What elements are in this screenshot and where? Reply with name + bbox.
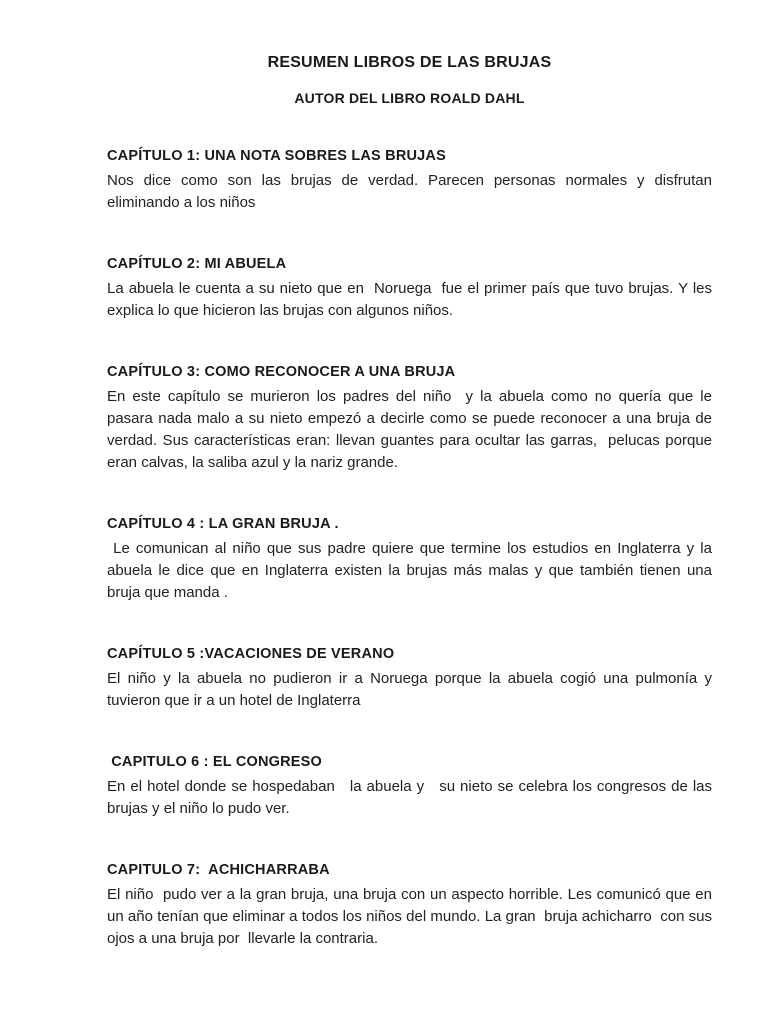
chapter-body: Nos dice como son las brujas de verdad. Parecen personas normales y disfrutan eliminando a los niños <box>107 172 717 211</box>
chapter-body: La abuela le cuenta a su nieto que en Noruega fue el primer país que tuvo brujas. Y les explica lo que hicieron las brujas con algunos niños. <box>107 280 717 319</box>
chapter-heading: CAPÍTULO 3: COMO RECONOCER A UNA BRUJA <box>107 364 456 380</box>
chapter-heading: CAPÍTULO 2: MI ABUELA <box>107 256 287 272</box>
chapter-body: Le comunican al niño que sus padre quiere que termine los estudios en Inglaterra y la abuela le dice que en Inglaterra existen la brujas más malas y que también tienen una bruja que manda . <box>107 540 717 601</box>
chapter-heading: CAPITULO 6 : EL CONGRESO <box>107 754 323 770</box>
chapter-heading: CAPÍTULO 4 : LA GRAN BRUJA . <box>107 516 339 532</box>
chapter-heading: CAPÍTULO 1: UNA NOTA SOBRES LAS BRUJAS <box>107 148 446 164</box>
chapter-heading: CAPÍTULO 5 :VACACIONES DE VERANO <box>107 646 395 662</box>
chapter-section-4 <box>107 516 717 604</box>
chapter-section-6 <box>107 754 717 820</box>
chapter-body: En este capítulo se murieron los padres del niño y la abuela como no quería que le pasara nada malo a su nieto empezó a decirle como se puede reconocer a una bruja de verdad. Sus características eran: llevan guantes para ocultar las garras, pelucas porque eran calvas, la saliba azul y la nariz grande. <box>107 388 717 471</box>
chapter-section-2 <box>107 256 717 322</box>
chapter-body: El niño y la abuela no pudieron ir a Noruega porque la abuela cogió una pulmonía y tuvieron que ir a un hotel de Inglaterra <box>107 670 717 709</box>
chapter-section-7 <box>107 862 717 950</box>
page-subtitle: AUTOR DEL LIBRO ROALD DAHL <box>294 90 525 106</box>
chapter-section-5 <box>107 646 717 712</box>
chapter-body: El niño pudo ver a la gran bruja, una bruja con un aspecto horrible. Les comunicó que en un año tenían que eliminar a todos los niños del mundo. La gran bruja achicharro con sus ojos a una bruja por llevarle la contraria. <box>107 886 717 947</box>
chapter-section-1 <box>107 148 717 214</box>
chapter-heading: CAPITULO 7: ACHICHARRABA <box>107 862 330 878</box>
page-title: RESUMEN LIBROS DE LAS BRUJAS <box>267 54 552 71</box>
chapter-section-3 <box>107 364 717 474</box>
chapter-body: En el hotel donde se hospedaban la abuela y su nieto se celebra los congresos de las brujas y el niño lo pudo ver. <box>107 778 717 817</box>
